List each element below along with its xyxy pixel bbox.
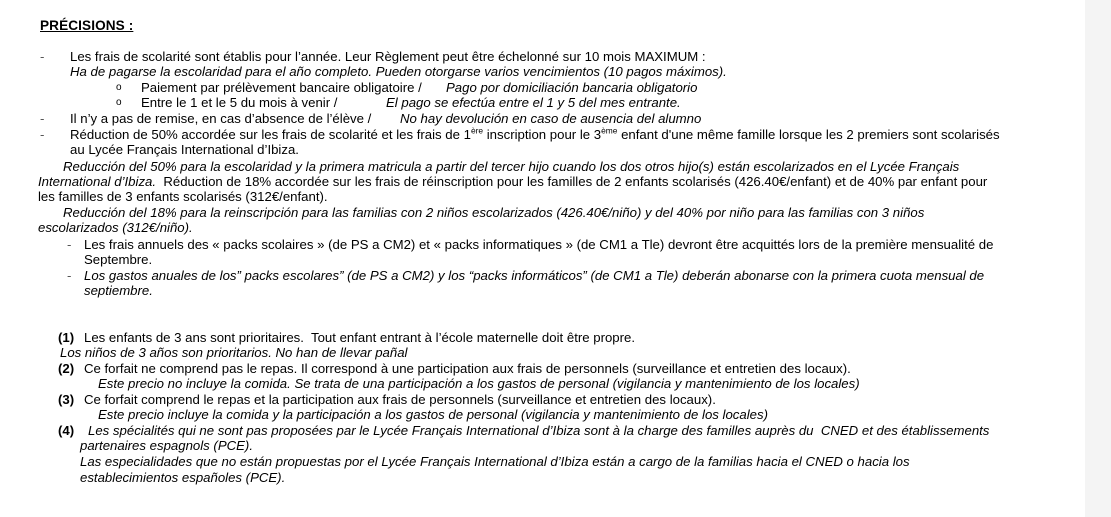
- note-1-es: Los niños de 3 años son prioritarios. No han de llevar pañal: [60, 345, 408, 360]
- reduction-mixed-line-2: [38, 174, 987, 189]
- no-refund-fr: Il n’y a pas de remise, en cas d’absence de l’élève /: [70, 111, 375, 126]
- tuition-sub-2-es: El pago se efectúa entre el 1 y 5 del mes entrante.: [386, 95, 681, 110]
- reduction-mixed-italic: International d’Ibiza.: [38, 174, 157, 189]
- reduction-sup-3eme: ème: [601, 125, 618, 136]
- reduction-sup-1ere: ère: [470, 125, 484, 136]
- reduction-mixed-rest: Réduction de 18% accordée sur les frais de réinscription pour les familles de 2 enfants scolarisés (426.40€/enfant) et de 40% par enfant pour: [156, 174, 988, 189]
- no-refund-es: No hay devolución en caso de ausencia del alumno: [400, 111, 702, 126]
- note-2-fr: Ce forfait ne comprend pas le repas. Il correspond à une participation aux frais de personnels (surveillance et entretien des locaux).: [84, 361, 851, 376]
- reduction-fr-l1-c: enfant d'une même famille lorsque les 2 premiers sont scolarisés: [617, 127, 1000, 142]
- reduction-es-line-1: Reducción del 50% para la escolaridad y la primera matricula a partir del tercer hijo cuando los dos otros hijo(s) están escolarizados en el Lycée Français: [63, 159, 960, 174]
- reduction-fr-l1-a: Réduction de 50% accordée sur les frais de scolarité et les frais de 1: [70, 127, 471, 142]
- note-marker-4: (4): [58, 423, 75, 438]
- tuition-sub-2-fr: Entre le 1 et le 5 du mois à venir /: [141, 95, 342, 110]
- reduction-fr-l1-b: inscription pour le 3: [483, 127, 602, 142]
- tuition-sub-1-fr: Paiement par prélèvement bancaire obligatoire /: [141, 80, 426, 95]
- reduction-es-line-3: escolarizados (312€/niño).: [38, 220, 193, 235]
- packs-fr-line-2: Septembre.: [84, 252, 153, 267]
- note-marker-1: (1): [58, 330, 75, 345]
- page-gutter: [1085, 0, 1111, 517]
- circle-bullet-sub-2: o: [116, 97, 122, 108]
- note-4-es-line-1: Las especialidades que no están propuestas por el Lycée Français International d’Ibiza están a cargo de la familias hacia el CNED o hacia los: [80, 454, 910, 469]
- page-title: PRÉCISIONS :: [40, 18, 134, 33]
- dash-bullet-no-refund: -: [40, 111, 45, 126]
- dash-bullet-reduction: -: [40, 127, 45, 142]
- reduction-fr-line-2: au Lycée Français International d’Ibiza.: [70, 142, 299, 157]
- note-marker-3: (3): [58, 392, 75, 407]
- packs-fr-line-1: Les frais annuels des « packs scolaires » (de PS a CM2) et « packs informatiques » (de CM1 a Tle) devront être acquittés lors de la première mensualité de: [84, 237, 994, 252]
- note-4-fr-line-2: partenaires espagnols (PCE).: [80, 438, 253, 453]
- tuition-es-line-1: Ha de pagarse la escolaridad para el año completo. Pueden otorgarse varios vencimientos (10 pagos máximos).: [70, 64, 727, 79]
- reduction-fr-line-3: les familles de 3 enfants scolarisés (312€/enfant).: [38, 189, 328, 204]
- note-3-fr: Ce forfait comprend le repas et la participation aux frais de personnels (surveillance et entretien des locaux).: [84, 392, 716, 407]
- dash-bullet-packs-fr: -: [67, 237, 72, 252]
- packs-es-line-2: septiembre.: [84, 283, 153, 298]
- tuition-fr-line-1: Les frais de scolarité sont établis pour l’année. Leur Règlement peut être échelonné sur 10 mois MAXIMUM :: [70, 49, 706, 64]
- note-2-es: Este precio no incluye la comida. Se trata de una participación a los gastos de personal (vigilancia y mantenimiento de los locales): [98, 376, 860, 391]
- tuition-sub-1-es: Pago por domiciliación bancaria obligatorio: [446, 80, 698, 95]
- circle-bullet-sub-1: o: [116, 82, 122, 93]
- reduction-fr-line-1: [70, 127, 1000, 142]
- dash-bullet-tuition: -: [40, 49, 45, 64]
- note-4-fr-line-1: Les spécialités qui ne sont pas proposées par le Lycée Français International d’Ibiza sont à la charge des familles auprès du CNED et des établissements: [88, 423, 990, 438]
- packs-es-line-1: Los gastos anuales de los” packs escolares” (de PS a CM2) y los “packs informáticos” (de CM1 a Tle) deberán abonarse con la primera cuota mensual de: [84, 268, 985, 283]
- note-4-es-line-2: establecimientos españoles (PCE).: [80, 470, 286, 485]
- reduction-es-line-2: Reducción del 18% para la reinscripción para las familias con 2 niños escolarizados (426.40€/niño) y del 40% por niño para las familias con 3 niños: [63, 205, 925, 220]
- note-marker-2: (2): [58, 361, 75, 376]
- note-3-es: Este precio incluye la comida y la participación a los gastos de personal (vigilancia y mantenimiento de los locales): [98, 407, 768, 422]
- dash-bullet-packs-es: -: [67, 268, 72, 283]
- note-1-fr: Les enfants de 3 ans sont prioritaires. Tout enfant entrant à l’école maternelle doit être propre.: [84, 330, 636, 345]
